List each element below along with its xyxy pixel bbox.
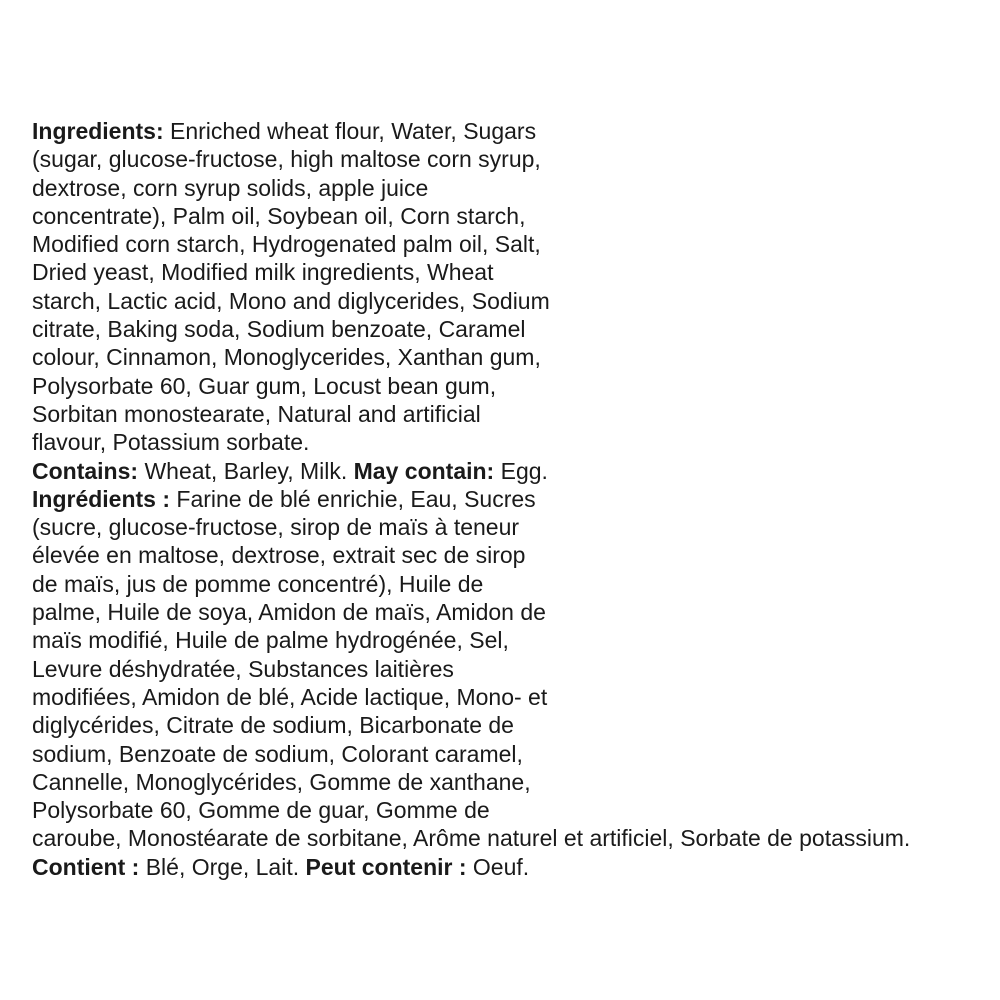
french-ingredients-line: palme, Huile de soya, Amidon de maïs, Amidon de [32,599,546,626]
french-ingredients-line: sodium, Benzoate de sodium, Colorant caramel, [32,740,523,767]
french-ingredients-heading: Ingrédients : [32,485,171,512]
english-ingredients-line: Modified corn starch, Hydrogenated palm oil, Salt, [32,231,541,258]
english-contains-heading: Contains: [32,457,139,484]
french-contains-heading: Contient : [32,853,140,880]
french-ingredients-line: de maïs, jus de pomme concentré), Huile de [32,570,484,597]
english-ingredients-line: starch, Lactic acid, Mono and diglycerides, Sodium [32,287,550,314]
french-ingredients-line: (sucre, glucose-fructose, sirop de maïs à teneur [32,514,520,541]
english-ingredients-line: Sorbitan monostearate, Natural and artificial [32,400,481,427]
french-ingredients-line: maïs modifié, Huile de palme hydrogénée, Sel, [32,627,509,654]
english-ingredients-line: concentrate), Palm oil, Soybean oil, Corn starch, [32,202,526,229]
french-ingredients-line: Cannelle, Monoglycérides, Gomme de xanthane, [32,768,531,795]
english-ingredients-line: dextrose, corn syrup solids, apple juice [32,174,429,201]
english-ingredients-line [32,117,992,145]
english-ingredients-text: Enriched wheat flour, Water, Sugars [163,118,537,144]
english-ingredients-line: (sugar, glucose-fructose, high maltose corn syrup, [32,146,541,173]
french-ingredients-block [32,485,992,853]
french-ingredients-line: Polysorbate 60, Gomme de guar, Gomme de [32,797,490,824]
french-ingredients-text: Farine de blé enrichie, Eau, Sucres [170,485,536,512]
french-contains-text: Blé, Orge, Lait. [139,853,306,880]
english-ingredients-line: Dried yeast, Modified milk ingredients, Wheat [32,259,494,286]
french-ingredients-line: Levure déshydratée, Substances laitières [32,655,454,682]
english-ingredients-block [32,117,992,457]
english-ingredients-line: colour, Cinnamon, Monoglycerides, Xanthan gum, [32,344,541,371]
french-may-contain-text: Oeuf. [466,853,530,880]
ingredients-label [32,117,992,881]
english-ingredients-heading: Ingredients: [32,118,164,144]
english-ingredients-line: flavour, Potassium sorbate. [32,429,310,456]
french-allergen-statement [32,853,992,881]
french-ingredients-line [32,485,992,513]
french-ingredients-line: modifiées, Amidon de blé, Acide lactique, Mono- et [32,683,548,710]
french-ingredients-line: élevée en maltose, dextrose, extrait sec de sirop [32,542,526,569]
english-ingredients-line: Polysorbate 60, Guar gum, Locust bean gum, [32,372,497,399]
french-ingredients-line: caroube, Monostéarate de sorbitane, Arôme naturel et artificiel, Sorbate de potassium. [32,825,911,852]
french-may-contain-heading: Peut contenir : [305,853,467,880]
english-allergen-statement [32,457,992,485]
english-may-contain-heading: May contain: [353,457,495,484]
french-ingredients-line: diglycérides, Citrate de sodium, Bicarbonate de [32,712,514,739]
english-may-contain-text: Egg. [494,457,548,484]
english-contains-text: Wheat, Barley, Milk. [138,457,354,484]
english-ingredients-line: citrate, Baking soda, Sodium benzoate, Caramel [32,316,526,343]
